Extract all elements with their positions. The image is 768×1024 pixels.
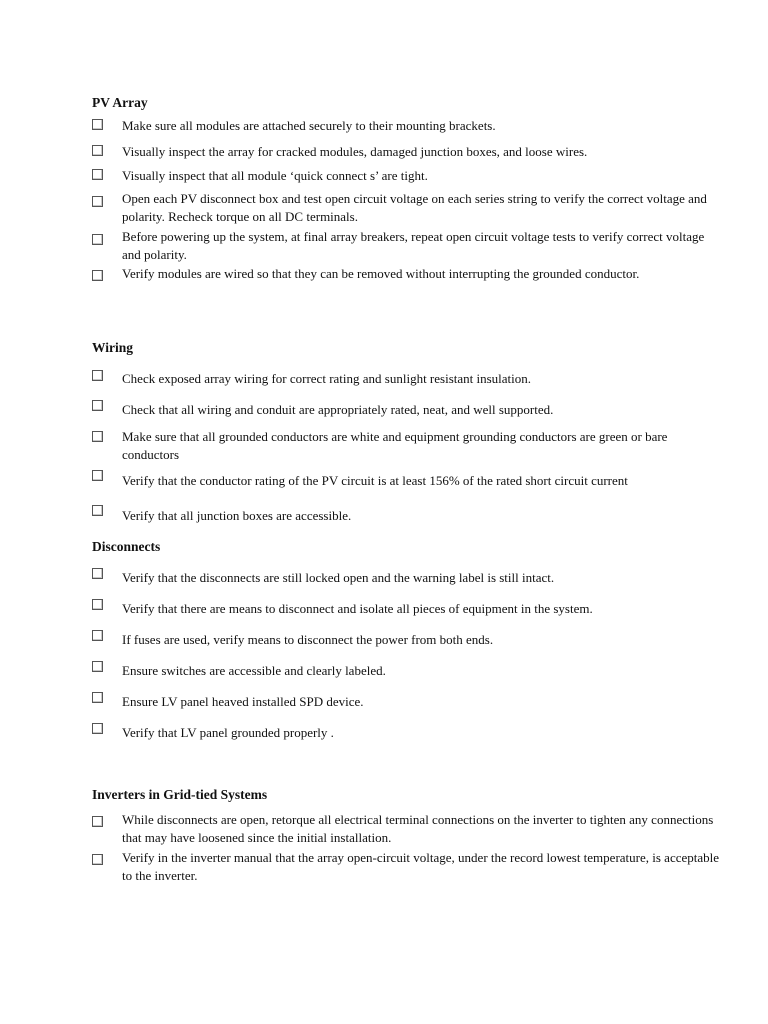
checkbox[interactable] — [92, 196, 103, 207]
checkbox[interactable] — [92, 145, 103, 156]
checklist-item-text: Before powering up the system, at final array breakers, repeat open circuit voltage tests to verify correct voltage and polarity. — [122, 229, 705, 262]
checklist-item-text: Verify that the conductor rating of the PV circuit is at least 156% of the rated short circuit current — [122, 473, 628, 488]
checkbox[interactable] — [92, 661, 103, 672]
section-heading-pv-array: PV Array — [92, 95, 148, 110]
checkbox[interactable] — [92, 431, 103, 442]
checklist-item-text: Verify that all junction boxes are accessible. — [122, 508, 352, 523]
checkbox[interactable] — [92, 692, 103, 703]
checklist-item-text: Make sure all modules are attached securely to their mounting brackets. — [122, 118, 496, 133]
checklist-item-text: Verify in the inverter manual that the array open-circuit voltage, under the record lowest temperature, is acceptable to the inverter. — [122, 850, 720, 883]
checkbox[interactable] — [92, 816, 103, 827]
checklist-item-text: Verify that there are means to disconnect and isolate all pieces of equipment in the system. — [122, 601, 593, 616]
checklist-item-text: Verify that LV panel grounded properly . — [122, 725, 334, 740]
checklist-item-text: Verify that the disconnects are still locked open and the warning label is still intact. — [122, 570, 555, 585]
checkbox[interactable] — [92, 723, 103, 734]
checklist-item-text: Open each PV disconnect box and test open circuit voltage on each series string to verify the correct voltage and polarity. Recheck torque on all DC terminals. — [122, 191, 707, 224]
checklist-item-text: Check that all wiring and conduit are appropriately rated, neat, and well supported. — [122, 402, 554, 417]
checkbox[interactable] — [92, 505, 103, 516]
section-heading-disconnects: Disconnects — [92, 539, 161, 554]
section-heading-wiring: Wiring — [92, 340, 134, 355]
checklist-item-text: While disconnects are open, retorque all electrical terminal connections on the inverter to tighten any connections that may have loosened since the initial installation. — [122, 812, 714, 845]
checkbox[interactable] — [92, 169, 103, 180]
checklist-item-text: Visually inspect the array for cracked modules, damaged junction boxes, and loose wires. — [122, 144, 588, 159]
checkbox[interactable] — [92, 234, 103, 245]
checkbox[interactable] — [92, 270, 103, 281]
checkbox[interactable] — [92, 370, 103, 381]
checklist-item-text: Verify modules are wired so that they can be removed without interrupting the grounded conductor. — [122, 266, 640, 281]
checklist-item-text: Make sure that all grounded conductors are white and equipment grounding conductors are green or bare conductors — [122, 429, 668, 462]
checklist-item-text: Ensure LV panel heaved installed SPD device. — [122, 694, 364, 709]
checklist-item-text: If fuses are used, verify means to disconnect the power from both ends. — [122, 632, 494, 647]
checkbox[interactable] — [92, 630, 103, 641]
checkbox[interactable] — [92, 854, 103, 865]
checklist-item-text: Check exposed array wiring for correct rating and sunlight resistant insulation. — [122, 371, 532, 386]
checkbox[interactable] — [92, 470, 103, 481]
checklist-item-text: Ensure switches are accessible and clearly labeled. — [122, 663, 386, 678]
checkbox[interactable] — [92, 599, 103, 610]
section-heading-inverters: Inverters in Grid-tied Systems — [92, 787, 268, 802]
checkbox[interactable] — [92, 119, 103, 130]
checklist-item-text: Visually inspect that all module ‘quick connect s’ are tight. — [122, 168, 428, 183]
checkbox[interactable] — [92, 568, 103, 579]
checkbox[interactable] — [92, 400, 103, 411]
